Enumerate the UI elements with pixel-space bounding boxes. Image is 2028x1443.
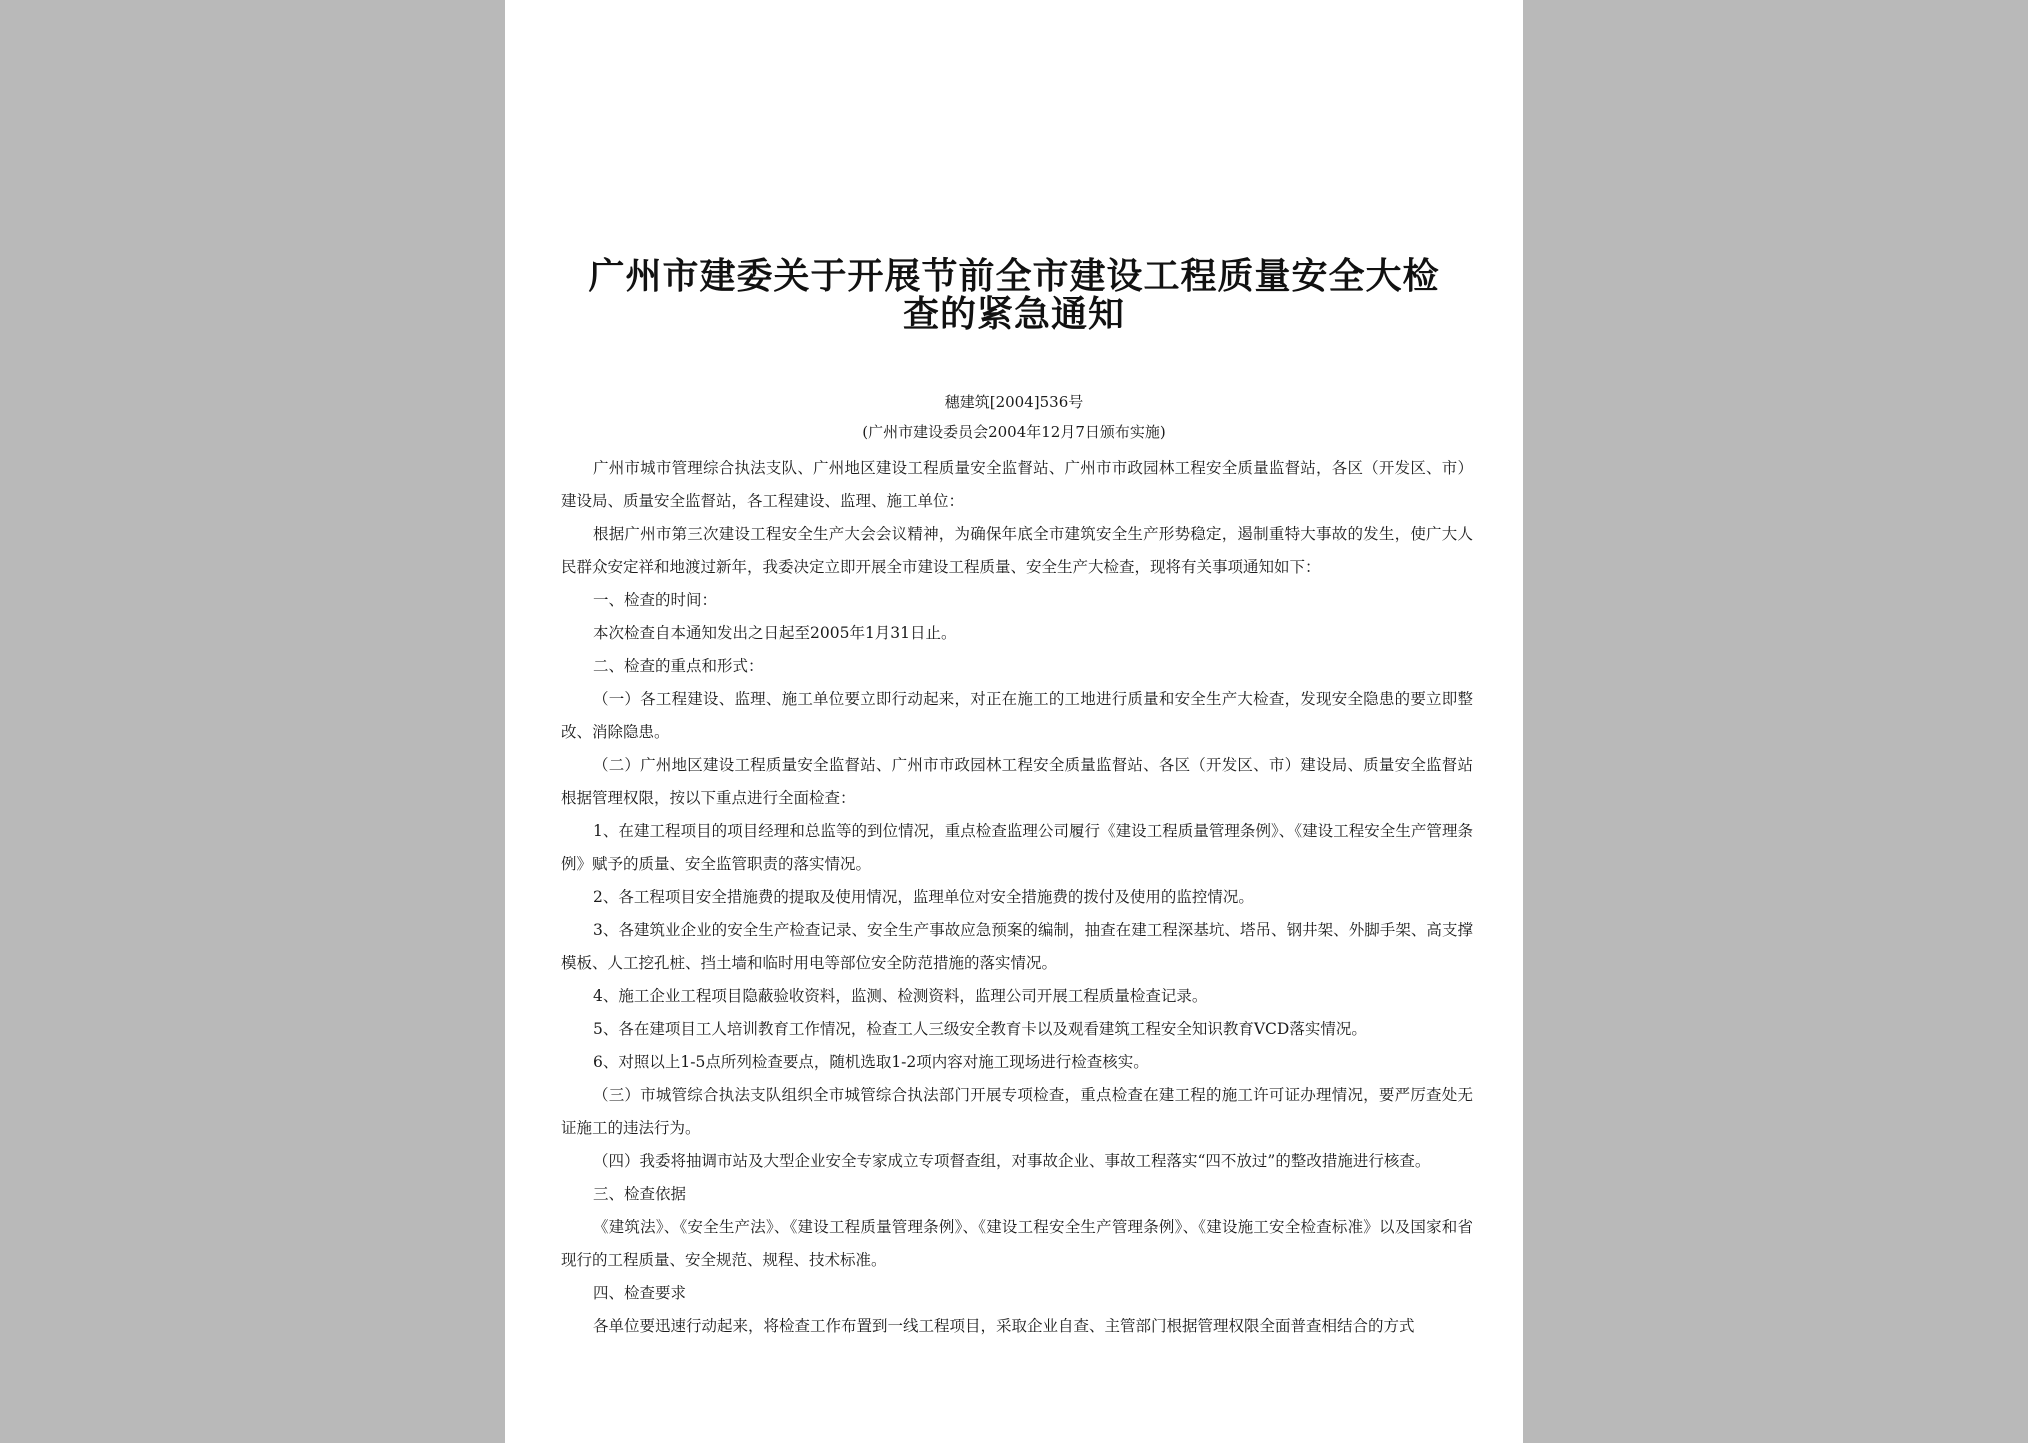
paragraph-time: 本次检查自本通知发出之日起至2005年1月31日止。 xyxy=(593,624,957,642)
paragraph-point-1: 1、在建工程项目的项目经理和总监等的到位情况，重点检查监理公司履行《建设工程质量管理条例》、《建设工程安全生产管理条例》赋予的质量、安全监管职责的落实情况。 xyxy=(561,822,1473,873)
issuer-line: (广州市建设委员会2004年12月7日颁布实施) xyxy=(862,423,1166,441)
section-heading-requirements: 四、检查要求 xyxy=(593,1284,687,1302)
section-heading-time: 一、检查的时间： xyxy=(593,591,718,609)
paragraph-item-4: （四）我委将抽调市站及大型企业安全专家成立专项督查组，对事故企业、事故工程落实“四不放过”的整改措施进行核查。 xyxy=(593,1152,1431,1170)
paragraph-point-6: 6、对照以上1-5点所列检查要点，随机选取1-2项内容对施工现场进行检查核实。 xyxy=(593,1053,1149,1071)
paragraph-item-3: （三）市城管综合执法支队组织全市城管综合执法部门开展专项检查，重点检查在建工程的施工许可证办理情况，要严厉查处无证施工的违法行为。 xyxy=(561,1086,1473,1137)
document-title: 广州市建委关于开展节前全市建设工程质量安全大检查的紧急通知 xyxy=(588,256,1440,335)
paragraph-point-3: 3、各建筑业企业的安全生产检查记录、安全生产事故应急预案的编制，抽查在建工程深基坑、塔吊、钢井架、外脚手架、高支撑模板、人工挖孔桩、挡土墙和临时用电等部位安全防范措施的落实情况。 xyxy=(561,921,1473,972)
section-heading-focus: 二、检查的重点和形式： xyxy=(593,657,764,675)
document-body xyxy=(561,452,1473,1343)
paragraph-addressees: 广州市城市管理综合执法支队、广州地区建设工程质量安全监督站、广州市市政园林工程安全质量监督站，各区（开发区、市）建设局、质量安全监督站，各工程建设、监理、施工单位： xyxy=(561,459,1473,510)
paragraph-requirements: 各单位要迅速行动起来，将检查工作布置到一线工程项目，采取企业自查、主管部门根据管理权限全面普查相结合的方式 xyxy=(593,1317,1415,1335)
paragraph-item-1: （一）各工程建设、监理、施工单位要立即行动起来，对正在施工的工地进行质量和安全生产大检查，发现安全隐患的要立即整改、消除隐患。 xyxy=(561,690,1473,741)
paragraph-point-2: 2、各工程项目安全措施费的提取及使用情况，监理单位对安全措施费的拨付及使用的监控情况。 xyxy=(593,888,1254,906)
paragraph-intro: 根据广州市第三次建设工程安全生产大会会议精神，为确保年底全市建筑安全生产形势稳定，遏制重特大事故的发生，使广大人民群众安定祥和地渡过新年，我委决定立即开展全市建设工程质量、安全生产大检查，现将有关事项通知如下： xyxy=(561,525,1473,576)
paragraph-point-5: 5、各在建项目工人培训教育工作情况，检查工人三级安全教育卡以及观看建筑工程安全知识教育VCD落实情况。 xyxy=(593,1020,1367,1038)
paragraph-point-4: 4、施工企业工程项目隐蔽验收资料，监测、检测资料，监理公司开展工程质量检查记录。 xyxy=(593,987,1208,1005)
paragraph-item-2: （二）广州地区建设工程质量安全监督站、广州市市政园林工程安全质量监督站、各区（开发区、市）建设局、质量安全监督站根据管理权限，按以下重点进行全面检查： xyxy=(561,756,1473,807)
document-page xyxy=(505,0,1523,1443)
document-number: 穗建筑[2004]536号 xyxy=(944,393,1084,411)
section-heading-basis: 三、检查依据 xyxy=(593,1185,687,1203)
paragraph-basis: 《建筑法》、《安全生产法》、《建设工程质量管理条例》、《建设工程安全生产管理条例》、《建设施工安全检查标准》以及国家和省现行的工程质量、安全规范、规程、技术标准。 xyxy=(561,1218,1473,1269)
